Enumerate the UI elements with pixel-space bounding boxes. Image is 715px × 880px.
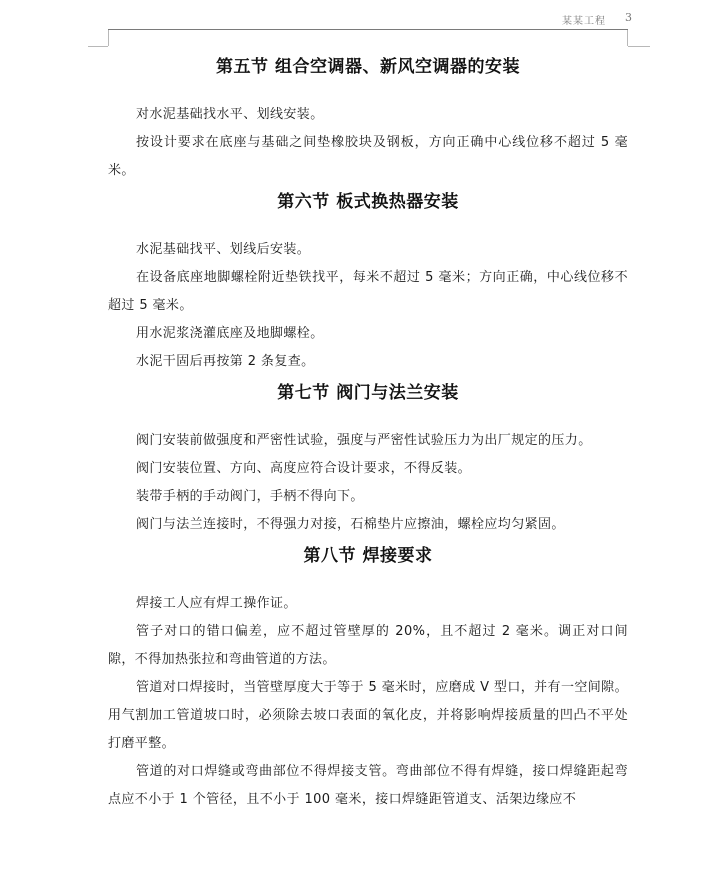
paragraph: 阀门与法兰连接时，不得强力对接，石棉垫片应擦油，螺栓应均匀紧固。 xyxy=(136,517,565,532)
paragraph: 在设备底座地脚螺栓附近垫铁找平，每米不超过 5 毫米；方向正确，中心线位移不超过 5 毫米。 xyxy=(108,270,628,313)
paragraph: 管子对口的错口偏差，应不超过管壁厚的 20%，且不超过 2 毫米。调正对口间隙，不得加热张拉和弯曲管道的方法。 xyxy=(108,624,628,667)
paragraph: 管道对口焊接时，当管壁厚度大于等于 5 毫米时，应磨成 V 型口，并有一空间隙。用气割加工管道坡口时，必须除去坡口表面的氧化皮，并将影响焊接质量的凹凸不平处打磨平整。 xyxy=(108,680,628,751)
crop-mark-right-vertical xyxy=(627,30,628,46)
paragraph: 焊接工人应有焊工操作证。 xyxy=(136,596,297,611)
section-title: 第五节 组合空调器、新风空调器的安装 xyxy=(216,57,520,77)
paragraph: 对水泥基础找水平、划线安装。 xyxy=(136,107,324,122)
section-8 xyxy=(108,539,628,814)
paragraph: 按设计要求在底座与基础之间垫橡胶块及钢板，方向正确中心线位移不超过 5 毫米。 xyxy=(108,135,628,178)
section-6 xyxy=(108,185,628,376)
paragraph: 水泥干固后再按第 2 条复查。 xyxy=(136,354,315,369)
document-body xyxy=(108,50,628,814)
crop-mark-right-horizontal xyxy=(628,46,650,47)
section-7 xyxy=(108,376,628,539)
section-title: 第八节 焊接要求 xyxy=(303,546,433,566)
paragraph: 用水泥浆浇灌底座及地脚螺栓。 xyxy=(136,326,324,341)
paragraph: 阀门安装前做强度和严密性试验，强度与严密性试验压力为出厂规定的压力。 xyxy=(136,433,592,448)
header-page-number: 3 xyxy=(625,11,632,24)
paragraph: 装带手柄的手动阀门，手柄不得向下。 xyxy=(136,489,364,504)
header-rule xyxy=(108,29,628,30)
paragraph: 管道的对口焊缝或弯曲部位不得焊接支管。弯曲部位不得有焊缝，接口焊缝距起弯点应不小于 1 个管径，且不小于 100 毫米，接口焊缝距管道支、活架边缘应不 xyxy=(108,764,628,807)
section-5 xyxy=(108,50,628,185)
crop-mark-left-vertical xyxy=(108,30,109,46)
paragraph: 水泥基础找平、划线后安装。 xyxy=(136,242,311,257)
crop-mark-left-horizontal xyxy=(88,46,108,47)
header-company-name: 某某工程 xyxy=(562,16,606,27)
section-title: 第六节 板式换热器安装 xyxy=(277,192,459,212)
paragraph: 阀门安装位置、方向、高度应符合设计要求，不得反装。 xyxy=(136,461,472,476)
section-title: 第七节 阀门与法兰安装 xyxy=(277,383,459,403)
